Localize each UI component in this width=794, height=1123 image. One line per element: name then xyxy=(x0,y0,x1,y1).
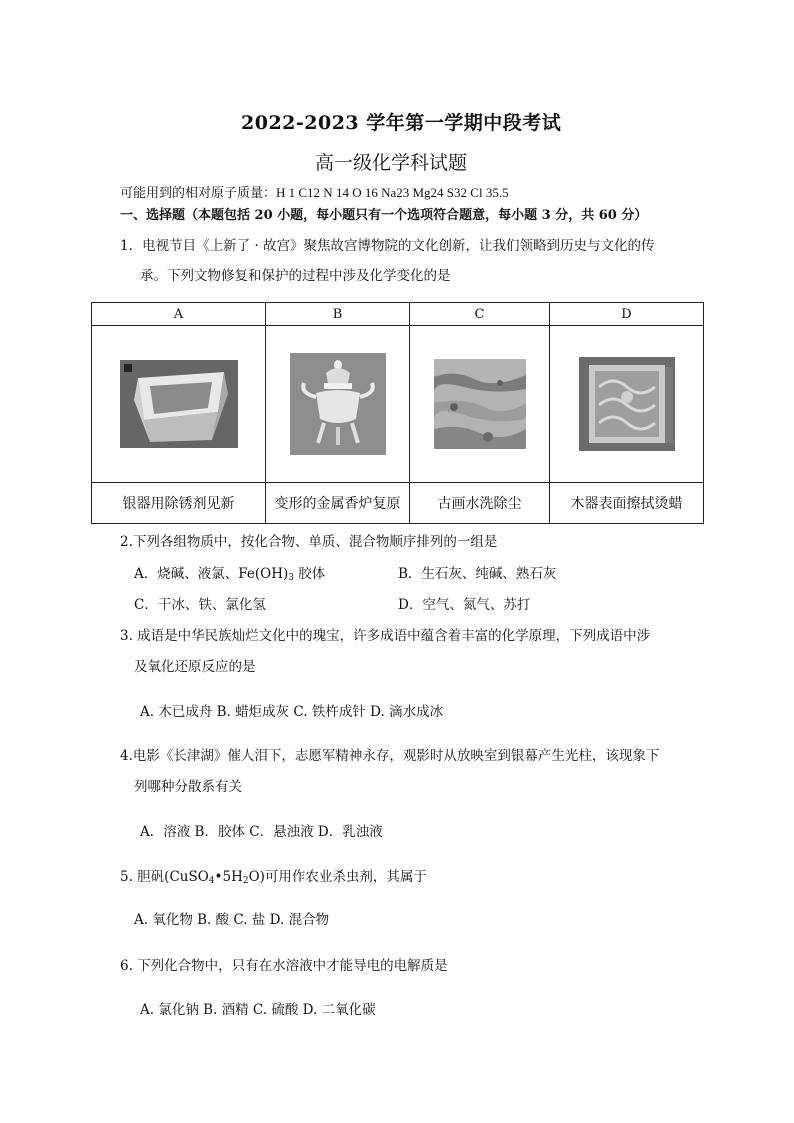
caption-d: 木器表面擦拭烫蜡 xyxy=(550,483,704,524)
q1-stem-line1: 1．电视节目《上新了 · 故宫》聚焦故宫博物院的文化创新，让我们领略到历史与文化的传 xyxy=(120,238,655,254)
q5-stem xyxy=(120,865,427,886)
caption-b: 变形的金属香炉复原 xyxy=(266,483,410,524)
q5-stem-mid: •5H xyxy=(214,869,243,885)
ancient-painting-image xyxy=(410,326,550,483)
q5-stem-suffix: O)可用作农业杀虫剂，其属于 xyxy=(248,869,427,885)
q4-stem-line2: 列哪种分散系有关 xyxy=(134,779,242,795)
section-heading: 一、选择题（本题包括 20 小题，每小题只有一个选项符合题意，每小题 3 分，共 60 分） xyxy=(120,208,648,223)
q2-option-a-subscript: 3 xyxy=(288,573,294,583)
exam-title: 2022-2023 学年第一学期中段考试 xyxy=(241,112,562,134)
caption-c: 古画水洗除尘 xyxy=(410,483,550,524)
q4-stem-line1: 4.电影《长津湖》催人泪下，志愿军精神永存，观影时从放映室到银幕产生光柱，该现象下 xyxy=(120,748,660,764)
q3-stem-line2: 及氧化还原反应的是 xyxy=(134,659,256,675)
q6-options: A. 氯化钠 B. 酒精 C. 硫酸 D. 二氧化碳 xyxy=(140,1002,376,1018)
q2-option-c: C．干冰、铁、氯化氢 xyxy=(134,597,266,613)
atomic-masses: 可能用到的相对原子质量：H 1 C12 N 14 O 16 Na23 Mg24 S32 Cl 35.5 xyxy=(120,185,509,200)
q5-subscript-2: 2 xyxy=(242,876,249,886)
col-d-header: D xyxy=(550,303,704,326)
q5-options: A. 氧化物 B. 酸 C. 盐 D. 混合物 xyxy=(134,912,330,928)
q6-stem: 6. 下列化合物中，只有在水溶液中才能导电的电解质是 xyxy=(120,958,448,974)
q2-option-b: B．生石灰、纯碱、熟石灰 xyxy=(398,566,557,582)
silver-box-image xyxy=(92,326,266,483)
wooden-carving-image xyxy=(550,326,704,483)
q2-option-a xyxy=(134,562,325,583)
incense-burner-image xyxy=(266,326,410,483)
col-b-header: B xyxy=(266,303,410,326)
q2-option-a-prefix: A．烧碱、液氯、Fe(OH) xyxy=(134,566,289,582)
q1-table xyxy=(91,302,704,524)
q1-stem-line2: 承。下列文物修复和保护的过程中涉及化学变化的是 xyxy=(140,268,451,284)
q2-option-d: D．空气、氮气、苏打 xyxy=(398,597,531,613)
col-a-header: A xyxy=(92,303,266,326)
col-c-header: C xyxy=(410,303,550,326)
q5-subscript-1: 4 xyxy=(208,876,215,886)
exam-subtitle: 高一级化学科试题 xyxy=(315,152,468,174)
q3-options: A. 木已成舟 B. 蜡炬成灰 C. 铁杵成针 D. 滴水成冰 xyxy=(140,704,444,720)
q2-stem: 2.下列各组物质中，按化合物、单质、混合物顺序排列的一组是 xyxy=(120,534,498,550)
q5-stem-prefix: 5. 胆矾(CuSO xyxy=(120,869,209,885)
caption-a: 银器用除锈剂见新 xyxy=(92,483,266,524)
q3-stem-line1: 3. 成语是中华民族灿烂文化中的瑰宝，许多成语中蕴含着丰富的化学原理，下列成语中涉 xyxy=(120,628,651,644)
q2-option-a-suffix: 胶体 xyxy=(293,566,326,582)
q4-options: A．溶液 B．胶体 C．悬浊液 D．乳浊液 xyxy=(140,824,383,840)
